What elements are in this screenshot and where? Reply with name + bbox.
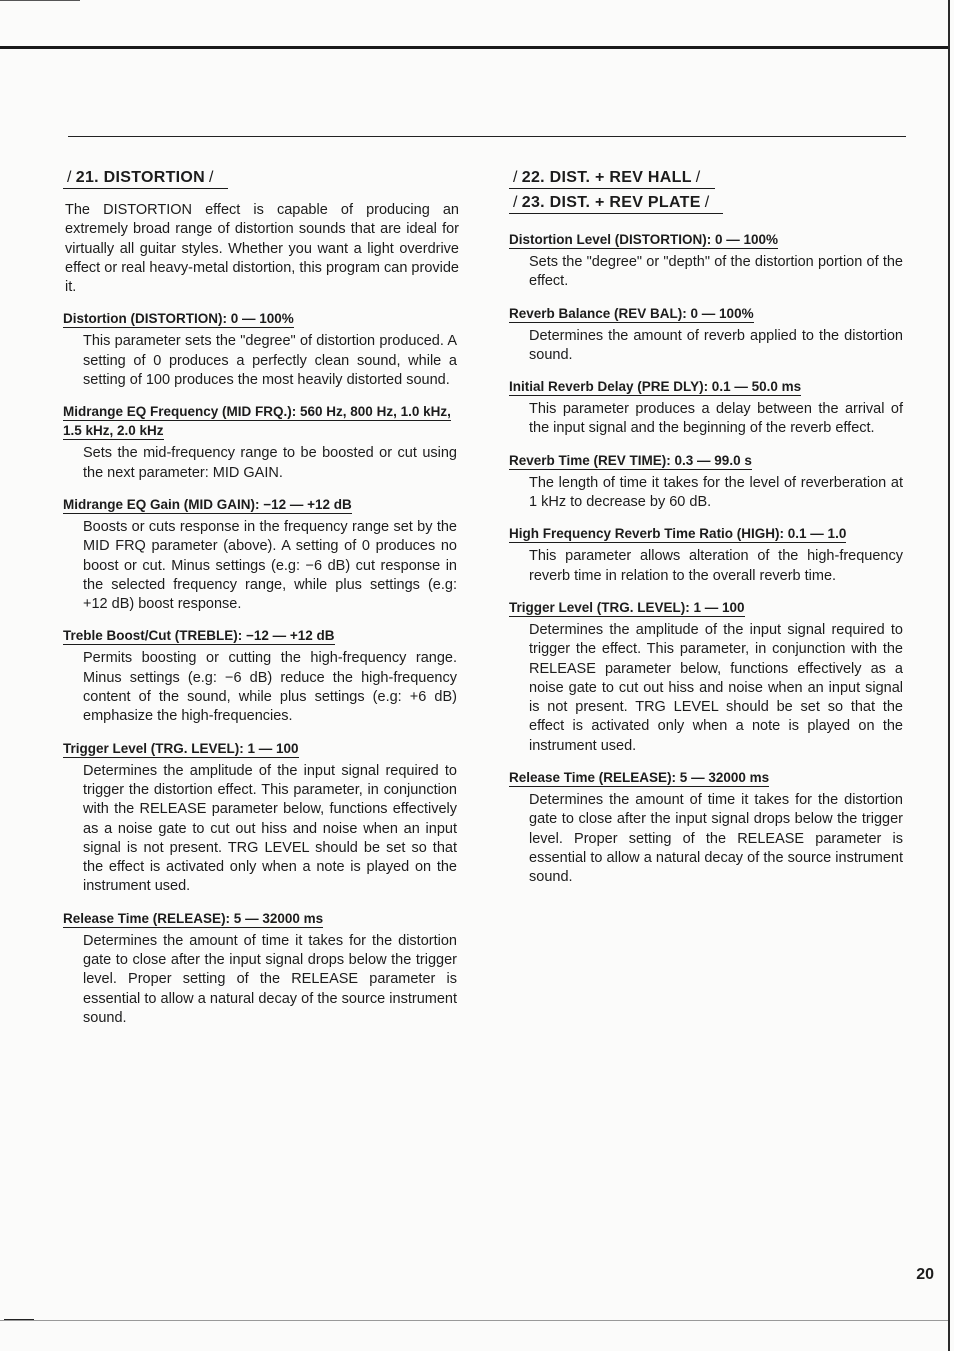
- section-title-text: 23. DIST. + REV PLATE: [521, 194, 701, 211]
- left-column: [63, 168, 459, 1040]
- param-treble: [63, 626, 459, 726]
- section-title-dist-rev-hall: / 22. DIST. + REV HALL /: [509, 168, 715, 189]
- param-body: Determines the amount of time it takes for the distortion gate to close after the input signal drops below the trigger level. Proper setting of the RELEASE parameter is essential to allow a natural decay of the source instrument sound.: [529, 792, 903, 886]
- param-heading: Reverb Time (REV TIME): 0.3 — 99.0 s: [509, 452, 752, 468]
- param-heading: Distortion Level (DISTORTION): 0 — 100%: [509, 232, 779, 247]
- param-body: Determines the amplitude of the input signal required to trigger the distortion effect. This parameter, in conjunction with the RELEASE parameter below, functions effectively as a noise gate to cut out hiss and noise when an input signal is not present. TRG LEVEL should be set so that the effect is activated only when a note is played on the instrument used.: [83, 762, 457, 895]
- param-rev-time: [509, 451, 905, 513]
- param-pre-dly: [509, 377, 905, 439]
- param-body: Sets the "degree" or "depth" of the distortion portion of the effect.: [529, 254, 903, 290]
- param-heading: Trigger Level (TRG. LEVEL): 1 — 100: [63, 740, 299, 756]
- param-heading: Midrange EQ Gain (MID GAIN): −12 — +12 dB: [63, 496, 352, 512]
- param-release: [63, 909, 459, 1028]
- param-body: Boosts or cuts response in the frequency range set by the MID FRQ parameter (above). A setting of 0 produces no boost or cut. Minus settings (e.g: −6 dB) cut response in the selected frequency range, while plus settings (e.g: +12 dB) boost response.: [83, 518, 457, 613]
- section-title-text: 21. DISTORTION: [75, 169, 206, 186]
- param-heading: Reverb Balance (REV BAL): 0 — 100%: [509, 305, 754, 321]
- param-trg-level: [509, 598, 905, 756]
- right-edge-rule: [948, 0, 950, 1351]
- param-heading: Initial Reverb Delay (PRE DLY): 0.1 — 50.0 ms: [509, 379, 802, 395]
- param-body: Permits boosting or cutting the high-frequency range. Minus settings (e.g: −6 dB) reduce the high-frequency content of the sound, while plus settings (e.g: +6 dB) emphasize the high-frequencies.: [83, 650, 457, 725]
- param-body: Determines the amplitude of the input signal required to trigger the effect. This parameter, in conjunction with the RELEASE parameter below, functions effectively as a noise gate to cut out hiss and noise when an input signal is not present. TRG LEVEL should be set so that the effect is activated only when a note is played on the instrument used.: [529, 621, 903, 754]
- param-body: Determines the amount of reverb applied to the distortion sound.: [529, 327, 903, 363]
- param-heading: Release Time (RELEASE): 5 — 32000 ms: [63, 910, 324, 926]
- param-high: [509, 524, 905, 586]
- section-intro: The DISTORTION effect is capable of producing an extremely broad range of distortion sounds that are ideal for virtually all guitar styles. Whether you want a light overdrive effect or real heavy-metal distortion, this program can provide it.: [65, 202, 459, 296]
- param-trg-level: [63, 739, 459, 897]
- param-body: The length of time it takes for the level of reverberation at 1 kHz to decrease by 60 dB.: [529, 474, 903, 511]
- section-title-text: 22. DIST. + REV HALL: [521, 169, 692, 186]
- param-body: Sets the mid-frequency range to be boosted or cut using the next parameter: MID GAIN.: [83, 445, 457, 481]
- param-body: This parameter sets the "degree" of distortion produced. A setting of 0 produces a perfectly clean sound, while a setting of 100 produces the most heavily distorted sound.: [83, 333, 457, 389]
- param-rev-bal: [509, 304, 905, 366]
- param-heading: Release Time (RELEASE): 5 — 32000 ms: [509, 770, 770, 786]
- page-number: 20: [916, 1266, 934, 1283]
- param-mid-gain: [63, 495, 459, 614]
- param-body: This parameter allows alteration of the high-frequency reverb time in relation to the overall reverb time.: [529, 548, 903, 584]
- section-title-distortion: / 21. DISTORTION /: [63, 168, 228, 189]
- param-heading: Midrange EQ Frequency (MID FRQ.): 560 Hz, 800 Hz, 1.0 kHz, 1.5 kHz, 2.0 kHz: [63, 404, 451, 439]
- param-distortion-level: [509, 230, 905, 292]
- param-heading: High Frequency Reverb Time Ratio (HIGH): 0.1 — 1.0: [509, 526, 847, 542]
- param-mid-frq: [63, 402, 459, 483]
- bottom-rule: [0, 1320, 948, 1321]
- param-heading: Treble Boost/Cut (TREBLE): −12 — +12 dB: [63, 628, 335, 644]
- param-body: Determines the amount of time it takes for the distortion gate to close after the input signal drops below the trigger level. Proper setting of the RELEASE parameter is essential to allow a natural decay of the source instrument sound.: [83, 932, 457, 1026]
- param-heading: Distortion (DISTORTION): 0 — 100%: [63, 311, 294, 327]
- right-column: [509, 168, 905, 900]
- top-left-rule: [0, 0, 80, 1]
- param-distortion: [63, 309, 459, 390]
- section-title-dist-rev-plate: / 23. DIST. + REV PLATE /: [509, 193, 723, 214]
- param-release: [509, 768, 905, 887]
- top-rule: [0, 46, 948, 49]
- param-heading: Trigger Level (TRG. LEVEL): 1 — 100: [509, 599, 745, 615]
- header-rule: [68, 136, 906, 137]
- param-body: This parameter produces a delay between the arrival of the input signal and the beginning of the reverb effect.: [529, 401, 903, 437]
